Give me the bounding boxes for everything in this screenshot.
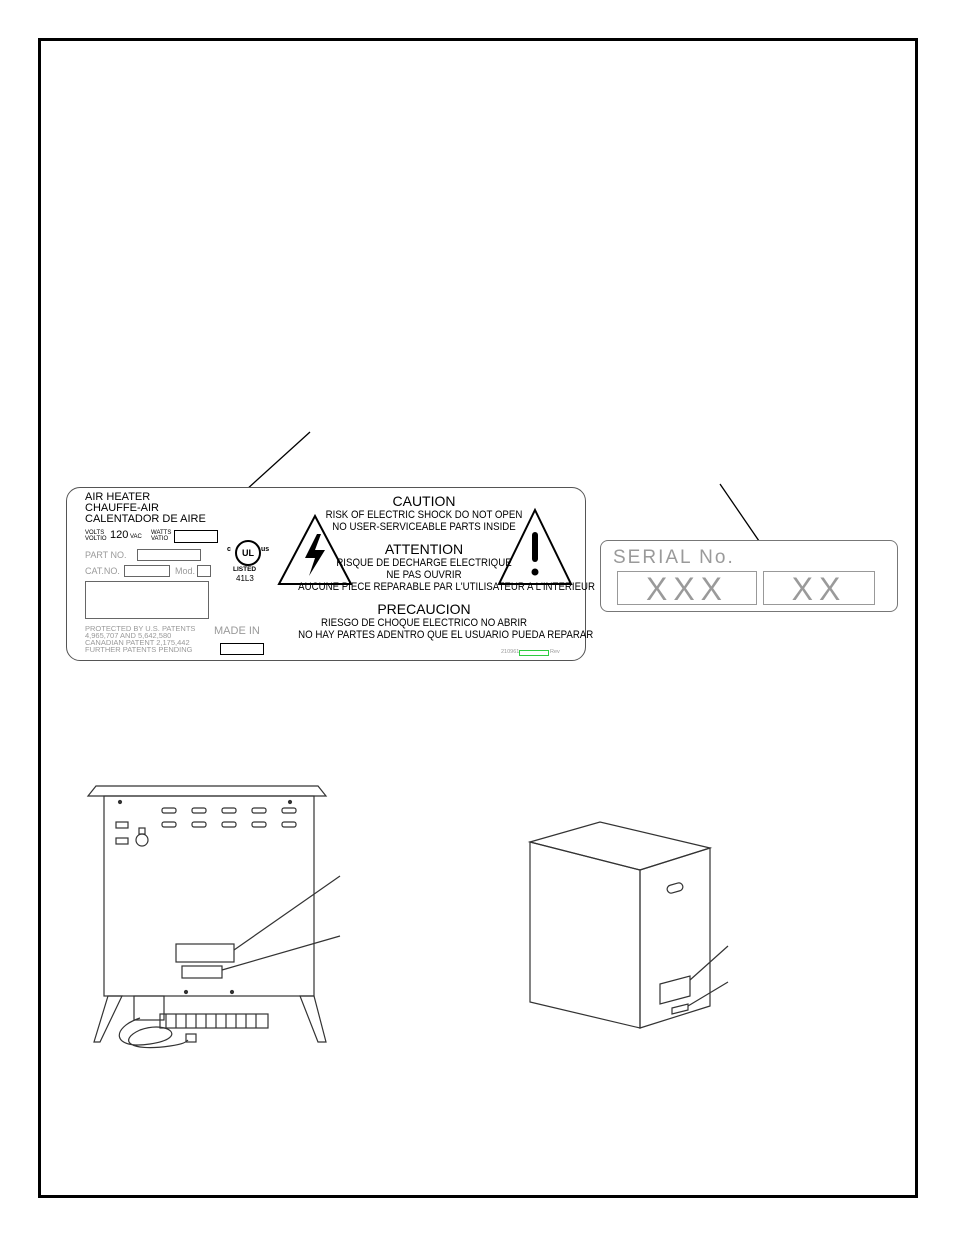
volts-label: VOLTS bbox=[85, 530, 105, 536]
attention-line-2: NE PAS OUVRIR bbox=[386, 569, 462, 581]
caution-heading: CAUTION bbox=[392, 493, 456, 509]
precaucion-block bbox=[281, 601, 594, 641]
caution-line-2: NO USER-SERVICEABLE PARTS INSIDE bbox=[332, 521, 516, 533]
precaucion-line-2: NO HAY PARTES ADENTRO QUE EL USUARIO PUEDA REPARAR bbox=[298, 629, 594, 641]
volts-unit: VAC bbox=[130, 534, 142, 540]
serial-label bbox=[600, 540, 898, 612]
caution-block bbox=[281, 494, 567, 533]
part-no-label: PART NO. bbox=[85, 550, 127, 560]
caution-line-1: RISK OF ELECTRIC SHOCK DO NOT OPEN bbox=[325, 509, 523, 521]
made-in-label: MADE IN bbox=[214, 625, 260, 637]
precaucion-line-1: RIESGO DE CHOQUE ELECTRICO NO ABRIR bbox=[320, 617, 528, 629]
serial-field-2-value: XX bbox=[791, 571, 847, 607]
patent-line-4: FURTHER PATENTS PENDING bbox=[85, 645, 193, 654]
footer-suffix: Rev bbox=[550, 649, 560, 655]
product-name-english: AIR HEATER bbox=[85, 491, 151, 503]
attention-block bbox=[281, 541, 596, 593]
volts-value: 120 bbox=[110, 529, 129, 541]
product-name-french: CHAUFFE-AIR bbox=[85, 502, 159, 514]
watts-label: WATTS bbox=[151, 530, 172, 536]
voltio-label: VOLTIO bbox=[85, 536, 107, 542]
patent-line-2: 4,965,707 AND 5,642,580 bbox=[85, 631, 172, 640]
serial-field-2 bbox=[763, 571, 875, 605]
product-name-spanish: CALENTADOR DE AIRE bbox=[85, 513, 206, 525]
rating-label bbox=[66, 487, 596, 661]
ul-c-text: c bbox=[227, 546, 231, 553]
footer-code: 210961 bbox=[501, 649, 520, 655]
heater-rear-view bbox=[88, 786, 340, 1048]
attention-line-3: AUCUNE PIECE REPARABLE PAR L'UTILISATEUR A L'INTERIEUR bbox=[298, 581, 596, 593]
patent-line-1: PROTECTED BY U.S. PATENTS bbox=[85, 624, 196, 633]
heater-box-view bbox=[530, 822, 728, 1028]
footer-color-bar bbox=[519, 650, 549, 656]
ul-listed-text: LISTED bbox=[233, 566, 257, 573]
patent-line-3: CANADIAN PATENT 2,175,442 bbox=[85, 638, 190, 647]
ul-code-text: 41L3 bbox=[236, 574, 254, 583]
vatio-label: VATIO bbox=[151, 536, 169, 542]
attention-heading: ATTENTION bbox=[384, 541, 464, 557]
cat-no-label: CAT.NO. bbox=[85, 566, 120, 576]
ul-us-text: us bbox=[261, 546, 270, 553]
ul-center-text: UL bbox=[235, 540, 261, 566]
serial-field-1-value: XXX bbox=[645, 571, 729, 607]
attention-line-1: RISQUE DE DECHARGE ELECTRIQUE bbox=[336, 557, 512, 569]
precaucion-heading: PRECAUCION bbox=[377, 601, 471, 617]
serial-field-1 bbox=[617, 571, 757, 605]
serial-title: SERIAL No. bbox=[613, 547, 735, 568]
mod-label: Mod. bbox=[175, 566, 196, 576]
